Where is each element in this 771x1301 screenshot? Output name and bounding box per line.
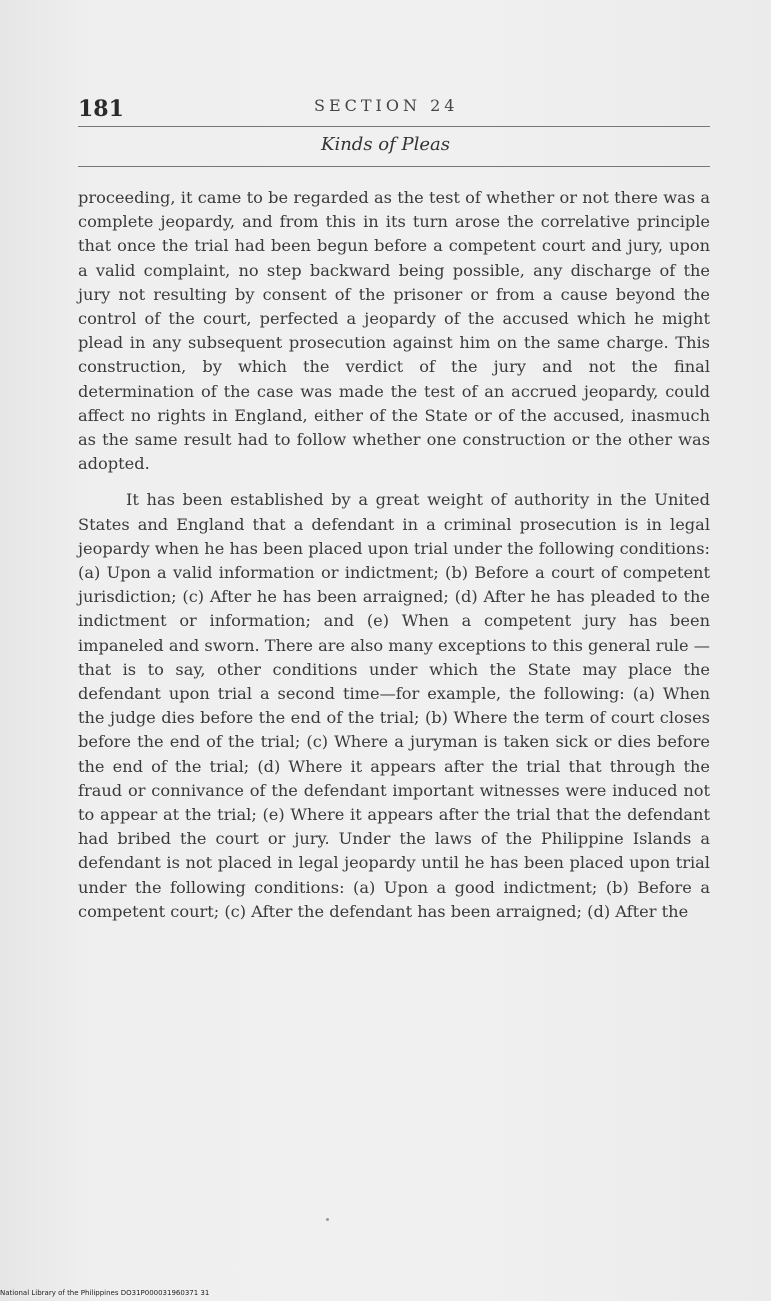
paragraph-jeopardy-conditions: It has been established by a great weight of authority in the United States and England that a defendant in a criminal prosecution is in legal jeopardy when he has been placed upon trial under the following conditions: (a) Upon a valid information or indictment; (b) Before a court of competent jurisdiction; (c) After he has been arraigned; (d) After he has pleaded to the indictment or information; and (e) When a competent jury has been impaneled and sworn. There are also many exceptions to this general rule —that is to say, other conditions under which the State may place the defendant upon trial a second time—for example, the following: (a) When the judge dies before the end of the trial; (b) Where the term of court closes before the end of the trial; (c) Where a juryman is taken sick or dies before the end of the trial; (d) Where it appears after the trial that through the fraud or connivance of the defendant important witnesses were induced not to appear at the trial; (e) Where it appears after the trial that the defendant had bribed the court or jury. Under the laws of the Philippine Islands a defendant is not placed in legal jeopardy until he has been placed upon trial under the following conditions: (a) Upon a good indictment; (b) Before a competent court; (c) After the defendant has been arraigned; (d) After the — [78, 490, 710, 921]
running-header — [78, 92, 710, 122]
section-title: SECTION 24 — [314, 96, 459, 115]
header-bottom-rule — [78, 166, 710, 167]
scan-footer: National Library of the Philippines DO31P000031960371 31 — [0, 1289, 210, 1297]
chapter-subtitle: Kinds of Pleas — [321, 134, 450, 155]
paragraph-continuation: proceeding, it came to be regarded as the test of whether or not there was a complete jeopardy, and from this in its turn arose the correlative principle that once the trial had been begun before a competent court and jury, upon a valid complaint, no step backward being possible, any discharge of the jury not resulting by consent of the prisoner or from a cause beyond the control of the court, perfected a jeopardy of the accused which he might plead in any subsequent prosecution against him on the same charge. This construction, by which the verdict of the jury and not the final determination of the case was made the test of an accrued jeopardy, could affect no rights in England, either of the State or of the accused, inasmuch as the same result had to follow whether one construction or the other was adopted. — [78, 188, 710, 474]
header-top-rule — [78, 126, 710, 127]
body-text — [78, 186, 710, 936]
scan-speck — [326, 1218, 329, 1221]
page-number: 181 — [78, 96, 124, 122]
